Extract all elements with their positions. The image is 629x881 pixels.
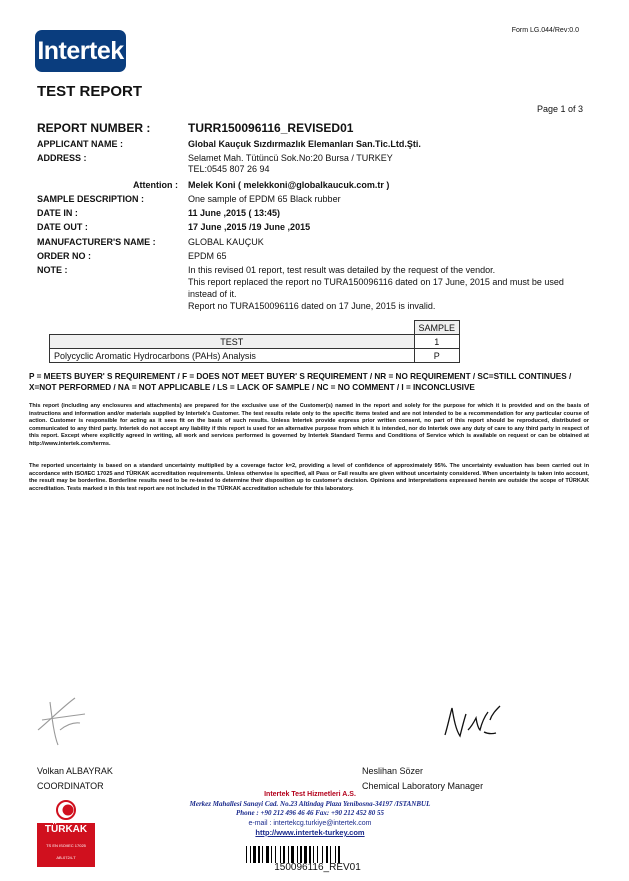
barcode-bar [338,846,340,863]
signatory-name: Neslihan Sözer [362,766,424,776]
barcode-bar [271,846,272,863]
address-line2: TEL:0545 807 26 94 [188,164,270,174]
order-number: EPDM 65 [188,251,227,261]
footer-email: e-mail : intertekcg.turkiye@intertek.com [248,819,372,827]
barcode-bar [335,846,336,863]
barcode-bar [262,846,263,863]
barcode-bar [280,846,281,863]
barcode-bar [317,846,318,863]
form-number: Form LG.044/Rev:0.0 [511,27,579,34]
note-line: Report no TURA150096116 dated on 17 June, 2015 is invalid. [188,301,436,311]
test-name: Polycyclic Aromatic Hydrocarbons (PAHs) Analysis [50,349,415,363]
footer-phone: Phone : +90 212 496 46 46 Fax: +90 212 452 80 55 [236,809,384,817]
report-number: TURR150096116_REVISED01 [188,121,354,135]
barcode-text: 150096116_REV01 [274,862,361,873]
page-title: TEST REPORT [37,83,143,100]
barcode [246,846,389,863]
table-row [50,349,460,363]
page-number: Page 1 of 3 [536,104,583,114]
manufacturer-label: MANUFACTURER'S NAME : [37,237,156,247]
attention-value: Melek Koni ( melekkoni@globalkaucuk.com.tr ) [188,180,390,190]
attention-label: Attention : [133,180,178,190]
barcode-bar [309,846,311,863]
sample-header: SAMPLE [414,321,460,335]
footer-contact [145,790,475,838]
date-in: 11 June ,2015 ( 13:45) [188,208,281,218]
turkak-standard: TS EN ISO/IEC 17025 [46,843,86,848]
sample-description-label: SAMPLE DESCRIPTION : [37,194,145,204]
test-result: P [414,349,460,363]
barcode-bar [250,846,251,863]
sample-number: 1 [414,335,460,349]
address-line1: Selamet Mah. Tütüncü Sok.No:20 Bursa / TURKEY [188,153,393,163]
address-label: ADDRESS : [37,153,87,163]
footer-address: Merkez Mahallesi Sanayi Cad. No.23 Altindag Plaza Yenibosna-34197 /ISTANBUL [189,799,431,808]
footer-company: Intertek Test Hizmetleri A.S. [264,791,356,798]
barcode-bar [253,846,256,863]
result-legend: P = MEETS BUYER' S REQUIREMENT / F = DOES NOT MEET BUYER' S REQUIREMENT / NR = NO REQUIREMENT / SC=STILL CONTINUES / X=NOT PERFORMED / NA = NOT APPLICABLE / LS = LACK OF SAMPLE / NC = NO COMMENT / I = INCONCLUSIVE [29,372,572,392]
date-out: 17 June ,2015 /19 June ,2015 [188,222,311,232]
note-text [188,264,588,312]
signatory-role: COORDINATOR [37,781,104,791]
note-line: In this revised 01 report, test result was detailed by the request of the vendor. [188,265,496,275]
manufacturer-name: GLOBAL KAUÇUK [188,237,264,247]
applicant-name: Global Kauçuk Sızdırmazlık Elemanları San.Tic.Ltd.Şti. [188,139,421,149]
tests-table [49,320,460,363]
date-in-label: DATE IN : [37,208,78,218]
applicant-label: APPLICANT NAME : [37,139,123,149]
barcode-bar [275,846,276,863]
barcode-bar [313,846,314,863]
date-out-label: DATE OUT : [37,222,88,232]
note-line: This report replaced the report no TURA150096116 dated on 17 June, 2015 and must be used instead of it. [188,277,564,299]
report-number-label: REPORT NUMBER : [37,121,151,135]
signatory-role: Chemical Laboratory Manager [362,781,484,791]
turkak-accreditation-logo [36,797,96,868]
barcode-bar [266,846,269,863]
barcode-bar [246,846,247,863]
signatory-name: Volkan ALBAYRAK [37,766,113,776]
barcode-bar [330,846,331,863]
disclaimer-uncertainty: The reported uncertainty is based on a standard uncertainty multiplied by a coverage factor k=2, providing a level of confidence of approximately 95%. The uncertainty evaluation has been carried out in accordance with ISO/IEC 17025 and TÜRKAK accreditation requirements. Unless otherwise is specified, all Pass or Fail results are given without uncertainty considered. When uncertainty is taken into account, the result may be borderline. Borderline results need to be re-tested to determine their disposition up to customer's decision. Opinions and interpretations expressed herein are outside the scope of TÜRKAK accreditation. Tests marked ¤ in this test report are not included in the TÜRKAK accreditation schedule for this laboratory. [29,463,589,492]
turkak-code: AB-0724-T [56,855,76,860]
order-number-label: ORDER NO : [37,251,91,261]
manager-signature [440,700,510,745]
test-header: TEST [50,335,415,349]
note-label: NOTE : [37,265,68,275]
sample-description: One sample of EPDM 65 Black rubber [188,194,341,204]
barcode-bar [297,846,298,863]
barcode-bar [288,846,289,863]
disclaimer-terms: This report (including any enclosures and attachments) are prepared for the exclusive use of the Customer(s) named in the report and solely for the purpose for which it is provided and on the basis of instructions and information and/or materials supplied by Intertek's Customer. The test results relate only to the specific items tested and are not intended to be a recommendation for any particular course of action. Customer is responsible for acting as it sees fit on the basis of such results. Unless Intertek provide express prior written consent, no part of this report should be reproduced, distributed or communicated to any third party. Intertek do not accept any liability if this report is used for an alternative purpose from which it is intended, nor do Intertek owe any duty of care to any third party in respect of this report. Except where explicitly agreed in writing, all work and services performed is governed by Intertek Standard Terms and Conditions of Service which is available on request or can be obtained at http://www.intertek.com/terms. [29,403,589,447]
footer-website-link[interactable]: http://www.intertek-turkey.com [255,828,365,837]
barcode-bar [300,846,302,863]
barcode-bar [283,846,285,863]
barcode-bar [258,846,260,863]
barcode-bar [322,846,323,863]
turkak-brand: TÜRKAK [44,824,88,835]
coordinator-signature [30,690,90,750]
barcode-bar [291,846,294,863]
barcode-bar [326,846,328,863]
barcode-bar [304,846,307,863]
intertek-logo: Intertek [35,30,126,72]
